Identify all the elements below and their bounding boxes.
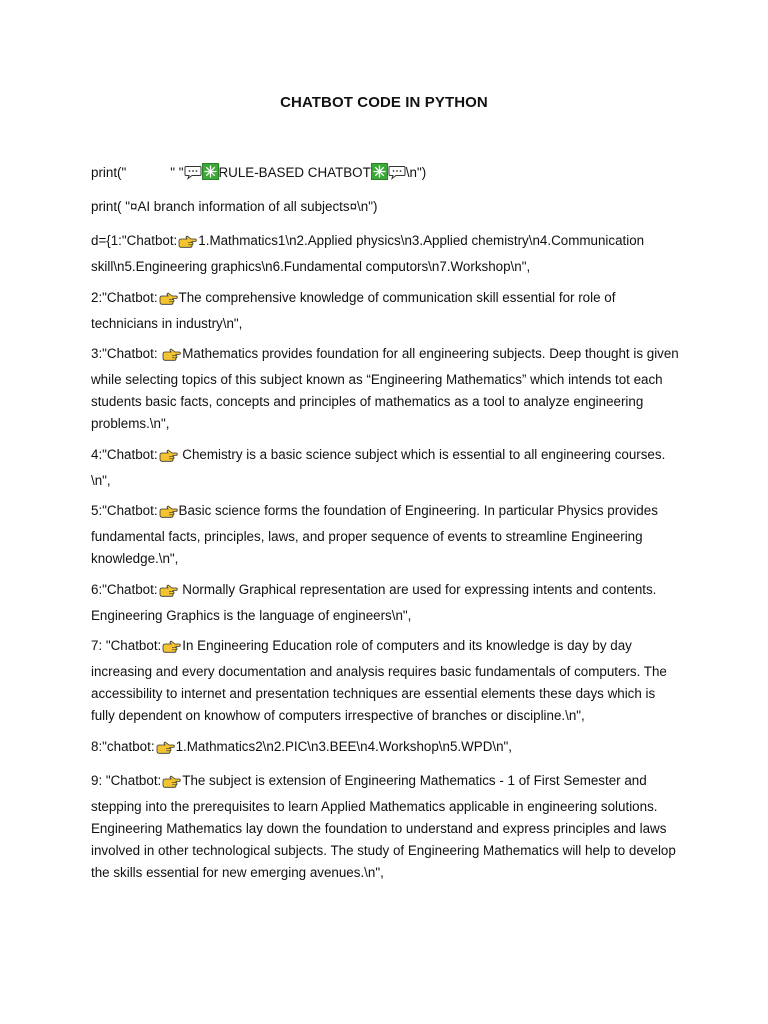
- sparkle-icon: [202, 163, 219, 187]
- code-suffix: \n"): [405, 165, 427, 180]
- code-prefix: print(": [91, 165, 127, 180]
- entry-lead: 4:"Chatbot:: [91, 447, 158, 462]
- chatbot-banner-label: RULE-BASED CHATBOT: [218, 165, 371, 180]
- entry-body: Mathematics provides foundation for all engineering subjects. Deep thought is given while selecting topics of this subject known as “Engineering Mathematics” which intends tot each students basic facts, concepts and principles of mathematics as a tool to analyze engineering problems.\n",: [91, 346, 679, 431]
- code-line-print-subtitle: [91, 196, 681, 218]
- dict-entry-7: [91, 635, 681, 727]
- dict-entry-6: [91, 579, 681, 627]
- entry-body: 1.Mathmatics1\n2.Applied physics\n3.Applied chemistry\n4.Communication skill\n5.Engineering graphics\n6.Fundamental computors\n7.Workshop\n",: [91, 233, 645, 274]
- pointing-hand-icon: [178, 234, 197, 256]
- code-prefix: print( ": [91, 199, 130, 214]
- subtitle-text: AI branch information of all subjects: [137, 199, 350, 214]
- speech-balloon-icon: [184, 165, 202, 187]
- code-mid: " ": [170, 165, 184, 180]
- entry-lead: 7: "Chatbot:: [91, 638, 162, 653]
- dict-entry-8: [91, 736, 681, 762]
- dict-entry-9: [91, 770, 681, 884]
- currency-symbol: ¤: [349, 199, 358, 214]
- pointing-hand-icon: [162, 639, 181, 661]
- code-line-print-banner: [91, 162, 681, 187]
- entry-body: The comprehensive knowledge of communication skill essential for role of technicians in industry\n",: [91, 290, 616, 331]
- entry-body: The subject is extension of Engineering Mathematics - 1 of First Semester and stepping into the prerequisites to learn Applied Mathematics applicable in engineering solutions. Engineering Mathematics lay down the foundation to understand and express principles and laws involved in other technological subjects. The study of Engineering Mathematics will help to develop the skills essential for new emerging avenues.\n",: [91, 773, 676, 880]
- dict-entry-2: [91, 287, 681, 335]
- pointing-hand-icon: [159, 583, 178, 605]
- dict-entry-1: [91, 230, 681, 278]
- dict-entry-3: [91, 343, 681, 435]
- entry-body: 1.Mathmatics2\n2.PIC\n3.BEE\n4.Workshop\n5.WPD\n",: [175, 739, 513, 754]
- speech-balloon-icon: [388, 165, 406, 187]
- pointing-hand-icon: [159, 504, 178, 526]
- entry-body: In Engineering Education role of computers and its knowledge is day by day increasing and every documentation and analysis requires basic fundamentals of computers. The accessibility to internet and presentation techniques are essential elements these days which is fully dependent on knowhow of computers irrespective of branches or discipline.\n",: [91, 638, 667, 723]
- entry-lead: 5:"Chatbot:: [91, 503, 158, 518]
- entry-body: Chemistry is a basic science subject which is essential to all engineering courses. \n",: [91, 447, 666, 488]
- entry-lead: 3:"Chatbot:: [91, 346, 162, 361]
- currency-symbol: ¤: [129, 199, 138, 214]
- pointing-hand-icon: [156, 740, 175, 762]
- pointing-hand-icon: [159, 291, 178, 313]
- code-suffix: \n"): [357, 199, 378, 214]
- sparkle-icon: [371, 163, 388, 187]
- dict-entry-5: [91, 500, 681, 570]
- entry-body: Basic science forms the foundation of Engineering. In particular Physics provides fundamental facts, principles, laws, and proper sequence of events to streamline Engineering knowledge.\n",: [91, 503, 658, 566]
- page-title: CHATBOT CODE IN PYTHON: [280, 94, 488, 111]
- entry-lead: 9: "Chatbot:: [91, 773, 162, 788]
- entry-lead: d={1:"Chatbot:: [91, 233, 178, 248]
- entry-lead: 8:"chatbot:: [91, 739, 155, 754]
- entry-lead: 6:"Chatbot:: [91, 582, 158, 597]
- pointing-hand-icon: [159, 448, 178, 470]
- dict-entry-4: [91, 444, 681, 492]
- pointing-hand-icon: [162, 774, 181, 796]
- pointing-hand-icon: [162, 347, 181, 369]
- entry-lead: 2:"Chatbot:: [91, 290, 158, 305]
- entry-body: Normally Graphical representation are used for expressing intents and contents. Engineering Graphics is the language of engineers\n",: [91, 582, 657, 623]
